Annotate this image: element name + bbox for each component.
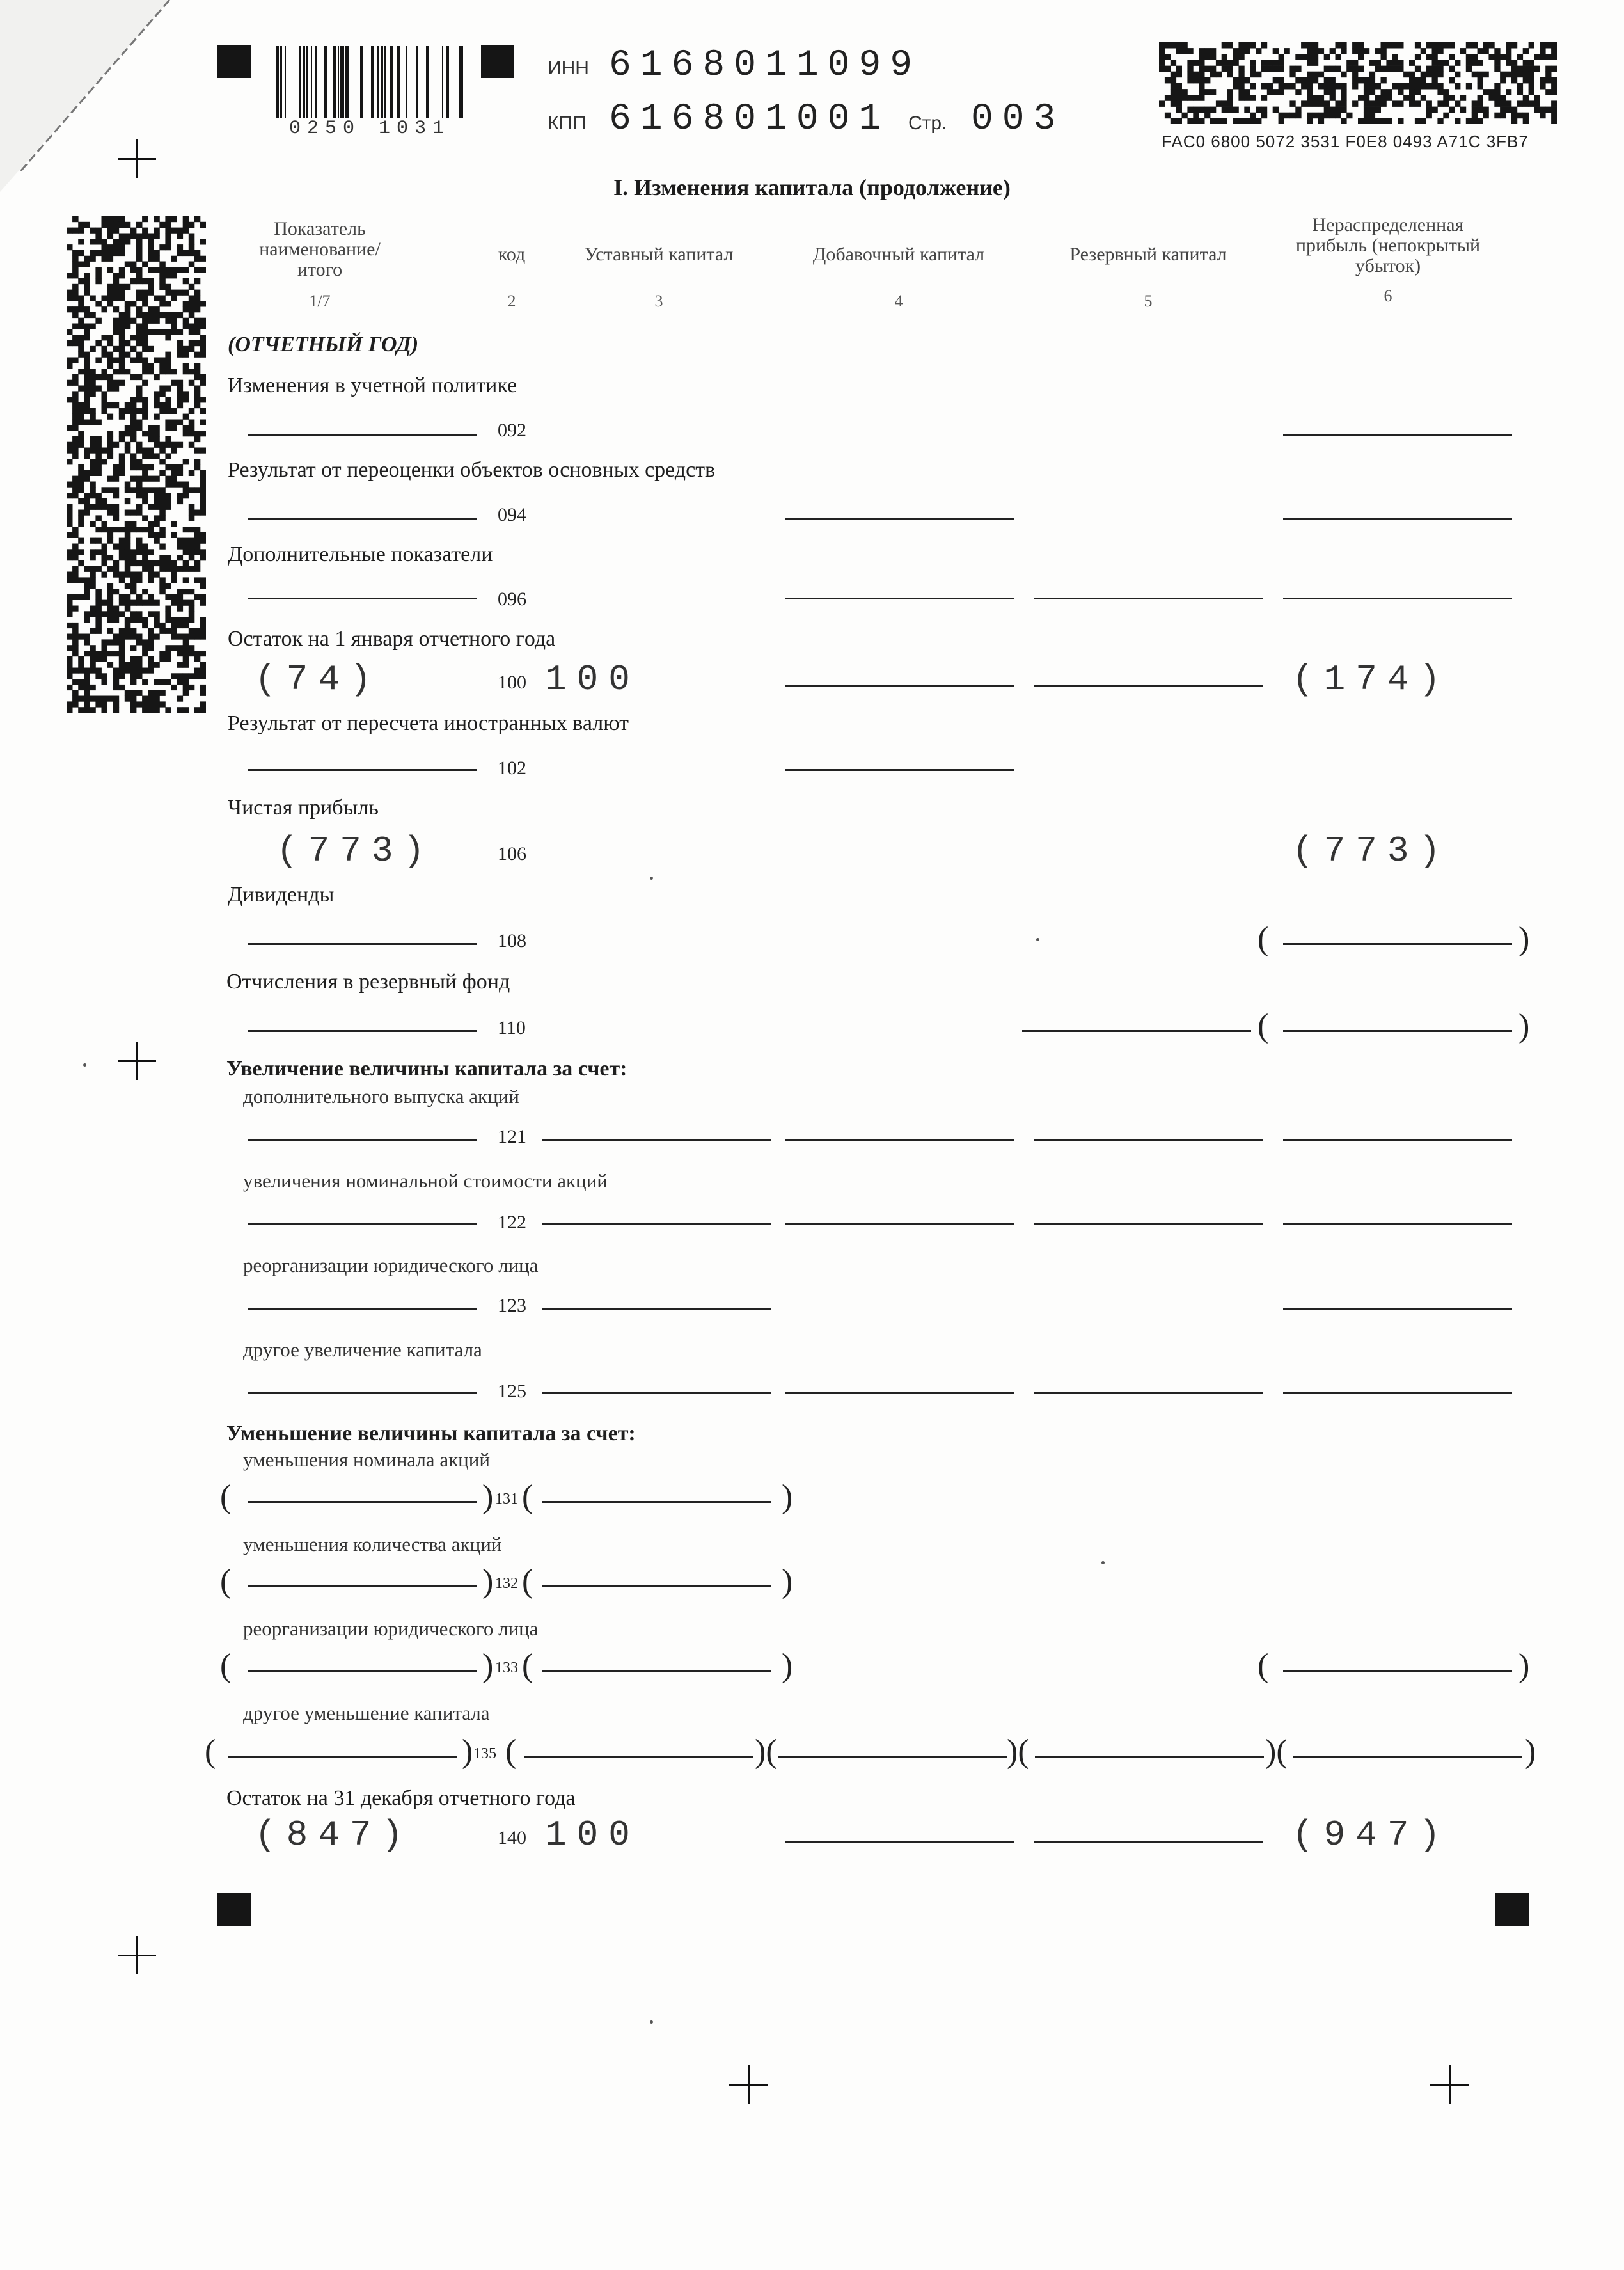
inn-value: 6168011099 <box>609 45 922 86</box>
row-label-110: Отчисления в резервный фонд <box>226 970 510 994</box>
paren-open: ( <box>1257 1647 1269 1684</box>
page-label: Стр. <box>908 113 947 134</box>
paren-close: ) <box>482 1647 494 1684</box>
registration-cross-icon <box>118 139 156 178</box>
corner-marker-top-mid <box>481 45 514 78</box>
value-100-total: (74) <box>255 659 382 700</box>
row-code-133: 133 <box>495 1660 518 1676</box>
row-label-092: Изменения в учетной политике <box>228 374 517 397</box>
row-label-122: увеличения номинальной стоимости акций <box>243 1170 608 1192</box>
field-line <box>785 1841 1014 1843</box>
col-num-1: 1/7 <box>309 292 331 310</box>
row-label-125: другое увеличение капитала <box>243 1338 482 1361</box>
field-line <box>1283 1308 1512 1310</box>
paren-open: ( <box>1257 921 1269 957</box>
row-code-102: 102 <box>498 758 526 779</box>
field-line <box>785 1139 1014 1141</box>
field-line <box>248 769 477 771</box>
kpp-label: КПП <box>548 113 587 134</box>
col-header-line: наименование/ <box>259 239 381 260</box>
row-label-108: Дивиденды <box>228 883 335 907</box>
row-code-100: 100 <box>498 672 526 693</box>
col-num-5: 5 <box>1144 292 1153 310</box>
field-line <box>1283 1223 1512 1225</box>
increase-heading: Увеличение величины капитала за счет: <box>226 1057 627 1081</box>
paren-close: ) <box>482 1563 494 1599</box>
field-line <box>542 1670 771 1672</box>
paren-open: ( <box>205 1733 216 1770</box>
field-line <box>248 1670 477 1672</box>
field-line <box>542 1139 771 1141</box>
row-code-140: 140 <box>498 1827 526 1848</box>
col-header-line: прибыль (непокрытый <box>1295 235 1481 256</box>
field-line <box>785 1392 1014 1394</box>
paren-open: ( <box>522 1563 533 1599</box>
col-header-additional-capital: Добавочный капитал <box>812 244 985 265</box>
field-line <box>248 1223 477 1225</box>
2d-barcode-side-icon <box>67 216 206 713</box>
paren-close: ) <box>1525 1733 1536 1770</box>
row-label-135: другое уменьшение капитала <box>243 1702 490 1724</box>
row-label-096: Дополнительные показатели <box>228 543 493 566</box>
paren-close: ) <box>782 1647 793 1684</box>
field-line <box>1283 1392 1512 1394</box>
kpp-value: 616801001 <box>609 99 890 140</box>
row-label-102: Результат от пересчета иностранных валют <box>228 711 629 735</box>
col-num-2: 2 <box>507 292 516 310</box>
field-line <box>1283 943 1512 945</box>
col-header-line: Показатель <box>274 218 366 239</box>
paren-close: )( <box>1265 1733 1288 1770</box>
field-line <box>1283 598 1512 599</box>
field-line <box>1034 598 1263 599</box>
field-line <box>1035 1756 1264 1758</box>
col-num-3: 3 <box>654 292 663 310</box>
paren-close: ) <box>1518 1647 1530 1684</box>
col-header-line: убыток) <box>1355 255 1421 276</box>
row-code-135: 135 <box>473 1745 496 1762</box>
corner-marker-bottom-left <box>217 1893 251 1926</box>
value-106-retained-earnings: (773) <box>1292 830 1451 871</box>
paren-close: ) <box>482 1479 494 1515</box>
col-header-code: код <box>498 244 526 265</box>
field-line <box>1034 1223 1263 1225</box>
col-header-line: итого <box>297 259 343 280</box>
value-140-total: (847) <box>255 1814 414 1855</box>
row-code-132: 132 <box>495 1575 518 1592</box>
paren-close: ) <box>782 1563 793 1599</box>
field-line <box>785 518 1014 520</box>
row-label-132: уменьшения количества акций <box>243 1533 502 1555</box>
row-code-094: 094 <box>498 504 526 525</box>
scan-speck <box>650 877 653 880</box>
period-heading: (ОТЧЕТНЫЙ ГОД) <box>228 333 419 356</box>
2d-barcode-top-icon <box>1159 42 1557 124</box>
field-line <box>248 1585 477 1587</box>
field-line <box>248 1308 477 1310</box>
row-code-092: 092 <box>498 420 526 441</box>
field-line <box>248 1030 477 1032</box>
field-line <box>248 1139 477 1141</box>
field-line <box>542 1223 771 1225</box>
field-line <box>542 1392 771 1394</box>
field-line <box>785 598 1014 599</box>
field-line <box>248 943 477 945</box>
corner-marker-bottom-right <box>1495 1893 1529 1926</box>
value-140-charter-capital: 100 <box>545 1814 640 1855</box>
field-line <box>542 1585 771 1587</box>
corner-marker-top-left <box>217 45 251 78</box>
scan-speck <box>1036 938 1039 941</box>
value-140-retained-earnings: (947) <box>1292 1814 1451 1855</box>
row-code-096: 096 <box>498 589 526 610</box>
col-header-reserve-capital: Резервный капитал <box>1069 244 1227 265</box>
field-line <box>785 769 1014 771</box>
field-line <box>1034 1392 1263 1394</box>
row-label-100: Остаток на 1 января отчетного года <box>228 627 556 651</box>
field-line <box>1283 1139 1512 1141</box>
field-line <box>542 1501 771 1503</box>
registration-cross-icon <box>118 1042 156 1080</box>
col-header-charter-capital: Уставный капитал <box>584 244 734 265</box>
col-header-line: Нераспределенная <box>1312 214 1464 235</box>
paren-open: ( <box>522 1647 533 1684</box>
field-line <box>785 1223 1014 1225</box>
col-num-6: 6 <box>1384 287 1392 305</box>
field-line <box>248 1501 477 1503</box>
paren-close: )( <box>1007 1733 1029 1770</box>
value-100-retained-earnings: (174) <box>1292 659 1451 700</box>
field-line <box>785 685 1014 687</box>
field-line <box>248 598 477 599</box>
registration-cross-icon <box>118 1936 156 1974</box>
row-code-106: 106 <box>498 843 526 864</box>
linear-barcode <box>275 46 467 118</box>
col-num-4: 4 <box>894 292 903 310</box>
row-code-121: 121 <box>498 1126 526 1147</box>
paren-open: ( <box>1257 1008 1269 1044</box>
field-line <box>1283 434 1512 436</box>
row-code-125: 125 <box>498 1381 526 1402</box>
paren-close: ) <box>1518 1008 1530 1044</box>
registration-cross-icon <box>1430 2065 1469 2104</box>
paren-close: ) <box>782 1479 793 1515</box>
field-line <box>248 518 477 520</box>
registration-cross-icon <box>729 2065 768 2104</box>
field-line <box>1283 1670 1512 1672</box>
row-label-106: Чистая прибыль <box>228 796 379 820</box>
scan-speck <box>650 2020 653 2024</box>
row-label-121: дополнительного выпуска акций <box>243 1085 519 1107</box>
row-code-110: 110 <box>498 1017 526 1038</box>
row-label-131: уменьшения номинала акций <box>243 1449 490 1471</box>
field-line <box>1022 1030 1251 1032</box>
barcode-number: 0250 1031 <box>289 118 451 139</box>
value-106-total: (773) <box>276 830 436 871</box>
row-label-094: Результат от переоценки объектов основных средств <box>228 458 716 482</box>
inn-label: ИНН <box>548 58 589 79</box>
field-line <box>248 434 477 436</box>
paren-close: ) <box>1518 921 1530 957</box>
page-value: 003 <box>971 99 1065 140</box>
col-header-indicator <box>237 219 403 280</box>
paren-close: )( <box>755 1733 777 1770</box>
row-code-123: 123 <box>498 1295 526 1316</box>
paren-close: ) <box>462 1733 473 1770</box>
row-label-133: реорганизации юридического лица <box>243 1617 539 1640</box>
row-label-123: реорганизации юридического лица <box>243 1254 539 1276</box>
scan-speck <box>1101 1561 1105 1564</box>
field-line <box>1283 1030 1512 1032</box>
paren-open: ( <box>220 1647 232 1684</box>
scan-speck <box>83 1063 86 1067</box>
paren-open: ( <box>220 1563 232 1599</box>
field-line <box>778 1756 1007 1758</box>
value-100-charter-capital: 100 <box>545 659 640 700</box>
row-code-108: 108 <box>498 930 526 951</box>
row-code-122: 122 <box>498 1212 526 1233</box>
field-line <box>1034 685 1263 687</box>
paren-open: ( <box>522 1479 533 1515</box>
paren-open: ( <box>220 1479 232 1515</box>
field-line <box>1293 1756 1522 1758</box>
field-line <box>542 1308 771 1310</box>
col-header-retained-earnings <box>1260 215 1516 276</box>
decrease-heading: Уменьшение величины капитала за счет: <box>226 1422 636 1445</box>
field-line <box>524 1756 753 1758</box>
field-line <box>228 1756 457 1758</box>
paren-open: ( <box>505 1733 517 1770</box>
field-line <box>1283 518 1512 520</box>
row-code-131: 131 <box>495 1491 518 1507</box>
page-title: I. Изменения капитала (продолжение) <box>613 175 1011 200</box>
field-line <box>248 1392 477 1394</box>
hash-code: FAC0 6800 5072 3531 F0E8 0493 A71C 3FB7 <box>1162 132 1529 151</box>
row-label-140: Остаток на 31 декабря отчетного года <box>226 1786 576 1810</box>
folded-corner <box>0 0 192 192</box>
field-line <box>1034 1841 1263 1843</box>
field-line <box>1034 1139 1263 1141</box>
